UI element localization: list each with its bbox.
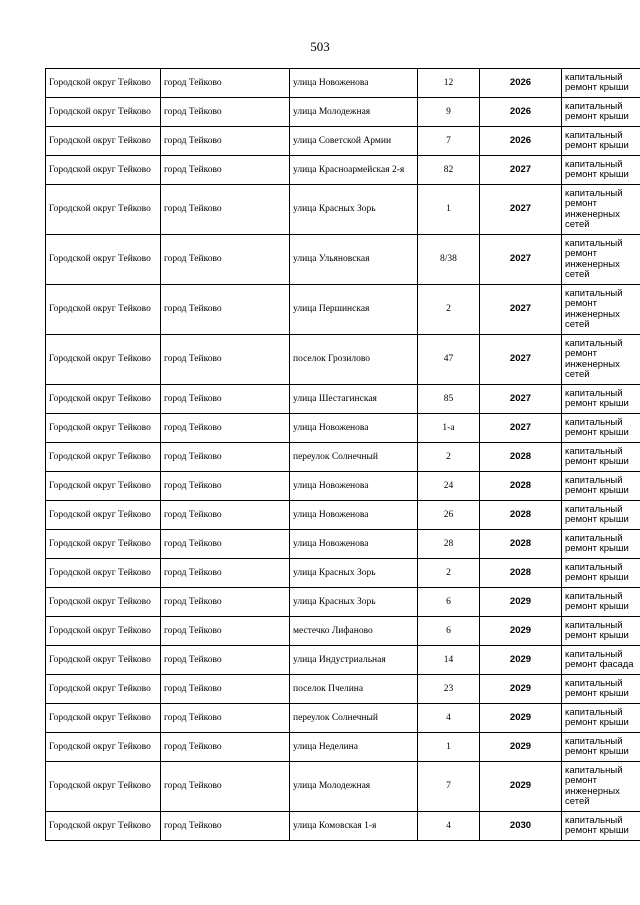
street-cell: улица Молодежная xyxy=(290,98,418,127)
street-cell: улица Красных Зорь xyxy=(290,588,418,617)
house-number-cell: 2 xyxy=(418,443,480,472)
year-cell: 2027 xyxy=(480,335,562,385)
municipality-cell: Городской округ Тейково xyxy=(46,385,161,414)
year-cell: 2028 xyxy=(480,501,562,530)
registry-table-body xyxy=(46,69,640,841)
work-type-cell: капитальный ремонт инженерных сетей xyxy=(562,285,640,335)
year-cell: 2026 xyxy=(480,127,562,156)
municipality-cell: Городской округ Тейково xyxy=(46,472,161,501)
work-type-cell: капитальный ремонт крыши xyxy=(562,675,640,704)
year-cell: 2030 xyxy=(480,812,562,841)
work-type-cell: капитальный ремонт крыши xyxy=(562,704,640,733)
table-row xyxy=(46,127,640,156)
year-cell: 2029 xyxy=(480,617,562,646)
work-type-cell: капитальный ремонт крыши xyxy=(562,69,640,98)
year-cell: 2029 xyxy=(480,646,562,675)
municipality-cell: Городской округ Тейково xyxy=(46,185,161,235)
registry-table xyxy=(45,68,640,841)
house-number-cell: 6 xyxy=(418,617,480,646)
municipality-cell: Городской округ Тейково xyxy=(46,675,161,704)
house-number-cell: 23 xyxy=(418,675,480,704)
table-row xyxy=(46,69,640,98)
table-row xyxy=(46,501,640,530)
street-cell: улица Новоженова xyxy=(290,501,418,530)
year-cell: 2027 xyxy=(480,185,562,235)
work-type-cell: капитальный ремонт крыши xyxy=(562,530,640,559)
year-cell: 2027 xyxy=(480,285,562,335)
house-number-cell: 6 xyxy=(418,588,480,617)
work-type-cell: капитальный ремонт крыши xyxy=(562,127,640,156)
city-cell: город Тейково xyxy=(161,704,290,733)
municipality-cell: Городской округ Тейково xyxy=(46,69,161,98)
table-row xyxy=(46,414,640,443)
city-cell: город Тейково xyxy=(161,559,290,588)
work-type-cell: капитальный ремонт инженерных сетей xyxy=(562,335,640,385)
street-cell: улица Красных Зорь xyxy=(290,559,418,588)
city-cell: город Тейково xyxy=(161,762,290,812)
city-cell: город Тейково xyxy=(161,530,290,559)
municipality-cell: Городской округ Тейково xyxy=(46,704,161,733)
year-cell: 2027 xyxy=(480,385,562,414)
house-number-cell: 8/38 xyxy=(418,235,480,285)
table-row xyxy=(46,704,640,733)
city-cell: город Тейково xyxy=(161,733,290,762)
year-cell: 2028 xyxy=(480,559,562,588)
house-number-cell: 1-а xyxy=(418,414,480,443)
street-cell: улица Неделина xyxy=(290,733,418,762)
street-cell: улица Новоженова xyxy=(290,472,418,501)
municipality-cell: Городской округ Тейково xyxy=(46,733,161,762)
table-row xyxy=(46,156,640,185)
street-cell: улица Советской Армии xyxy=(290,127,418,156)
table-row xyxy=(46,675,640,704)
house-number-cell: 2 xyxy=(418,559,480,588)
municipality-cell: Городской округ Тейково xyxy=(46,443,161,472)
table-row xyxy=(46,812,640,841)
municipality-cell: Городской округ Тейково xyxy=(46,501,161,530)
street-cell: улица Першинская xyxy=(290,285,418,335)
street-cell: улица Ульяновская xyxy=(290,235,418,285)
city-cell: город Тейково xyxy=(161,69,290,98)
table-row xyxy=(46,235,640,285)
municipality-cell: Городской округ Тейково xyxy=(46,812,161,841)
table-row xyxy=(46,762,640,812)
street-cell: улица Новоженова xyxy=(290,69,418,98)
municipality-cell: Городской округ Тейково xyxy=(46,235,161,285)
city-cell: город Тейково xyxy=(161,127,290,156)
municipality-cell: Городской округ Тейково xyxy=(46,559,161,588)
house-number-cell: 24 xyxy=(418,472,480,501)
street-cell: поселок Грозилово xyxy=(290,335,418,385)
municipality-cell: Городской округ Тейково xyxy=(46,335,161,385)
city-cell: город Тейково xyxy=(161,335,290,385)
work-type-cell: капитальный ремонт инженерных сетей xyxy=(562,235,640,285)
work-type-cell: капитальный ремонт инженерных сетей xyxy=(562,185,640,235)
municipality-cell: Городской округ Тейково xyxy=(46,617,161,646)
street-cell: улица Молодежная xyxy=(290,762,418,812)
city-cell: город Тейково xyxy=(161,156,290,185)
year-cell: 2027 xyxy=(480,156,562,185)
year-cell: 2026 xyxy=(480,98,562,127)
work-type-cell: капитальный ремонт крыши xyxy=(562,472,640,501)
city-cell: город Тейково xyxy=(161,472,290,501)
house-number-cell: 7 xyxy=(418,127,480,156)
city-cell: город Тейково xyxy=(161,443,290,472)
city-cell: город Тейково xyxy=(161,501,290,530)
year-cell: 2029 xyxy=(480,762,562,812)
municipality-cell: Городской округ Тейково xyxy=(46,530,161,559)
year-cell: 2028 xyxy=(480,472,562,501)
street-cell: улица Новоженова xyxy=(290,530,418,559)
house-number-cell: 47 xyxy=(418,335,480,385)
house-number-cell: 7 xyxy=(418,762,480,812)
city-cell: город Тейково xyxy=(161,98,290,127)
table-row xyxy=(46,588,640,617)
table-row xyxy=(46,443,640,472)
work-type-cell: капитальный ремонт крыши xyxy=(562,733,640,762)
year-cell: 2028 xyxy=(480,443,562,472)
work-type-cell: капитальный ремонт крыши xyxy=(562,385,640,414)
city-cell: город Тейково xyxy=(161,285,290,335)
work-type-cell: капитальный ремонт инженерных сетей xyxy=(562,762,640,812)
municipality-cell: Городской округ Тейково xyxy=(46,285,161,335)
page-number: 503 xyxy=(310,39,330,54)
table-row xyxy=(46,285,640,335)
city-cell: город Тейково xyxy=(161,617,290,646)
house-number-cell: 2 xyxy=(418,285,480,335)
house-number-cell: 9 xyxy=(418,98,480,127)
municipality-cell: Городской округ Тейково xyxy=(46,98,161,127)
table-row xyxy=(46,98,640,127)
house-number-cell: 1 xyxy=(418,733,480,762)
year-cell: 2029 xyxy=(480,675,562,704)
city-cell: город Тейково xyxy=(161,812,290,841)
work-type-cell: капитальный ремонт крыши xyxy=(562,812,640,841)
house-number-cell: 85 xyxy=(418,385,480,414)
table-row xyxy=(46,617,640,646)
year-cell: 2026 xyxy=(480,69,562,98)
house-number-cell: 14 xyxy=(418,646,480,675)
street-cell: улица Комовская 1-я xyxy=(290,812,418,841)
table-row xyxy=(46,646,640,675)
city-cell: город Тейково xyxy=(161,185,290,235)
street-cell: переулок Солнечный xyxy=(290,443,418,472)
work-type-cell: капитальный ремонт крыши xyxy=(562,501,640,530)
table-row xyxy=(46,185,640,235)
municipality-cell: Городской округ Тейково xyxy=(46,127,161,156)
municipality-cell: Городской округ Тейково xyxy=(46,156,161,185)
work-type-cell: капитальный ремонт крыши xyxy=(562,559,640,588)
municipality-cell: Городской округ Тейково xyxy=(46,646,161,675)
work-type-cell: капитальный ремонт крыши xyxy=(562,588,640,617)
city-cell: город Тейково xyxy=(161,235,290,285)
city-cell: город Тейково xyxy=(161,588,290,617)
table-row xyxy=(46,472,640,501)
work-type-cell: капитальный ремонт крыши xyxy=(562,414,640,443)
table-row xyxy=(46,385,640,414)
table-row xyxy=(46,530,640,559)
house-number-cell: 82 xyxy=(418,156,480,185)
year-cell: 2029 xyxy=(480,704,562,733)
city-cell: город Тейково xyxy=(161,385,290,414)
year-cell: 2027 xyxy=(480,414,562,443)
city-cell: город Тейково xyxy=(161,414,290,443)
house-number-cell: 12 xyxy=(418,69,480,98)
street-cell: улица Красных Зорь xyxy=(290,185,418,235)
house-number-cell: 26 xyxy=(418,501,480,530)
municipality-cell: Городской округ Тейково xyxy=(46,414,161,443)
work-type-cell: капитальный ремонт фасада xyxy=(562,646,640,675)
table-row xyxy=(46,335,640,385)
year-cell: 2029 xyxy=(480,733,562,762)
house-number-cell: 4 xyxy=(418,812,480,841)
city-cell: город Тейково xyxy=(161,675,290,704)
street-cell: улица Красноармейская 2-я xyxy=(290,156,418,185)
work-type-cell: капитальный ремонт крыши xyxy=(562,156,640,185)
table-row xyxy=(46,733,640,762)
year-cell: 2028 xyxy=(480,530,562,559)
street-cell: переулок Солнечный xyxy=(290,704,418,733)
year-cell: 2027 xyxy=(480,235,562,285)
street-cell: улица Индустриальная xyxy=(290,646,418,675)
municipality-cell: Городской округ Тейково xyxy=(46,762,161,812)
work-type-cell: капитальный ремонт крыши xyxy=(562,98,640,127)
street-cell: местечко Лифаново xyxy=(290,617,418,646)
year-cell: 2029 xyxy=(480,588,562,617)
street-cell: поселок Пчелина xyxy=(290,675,418,704)
work-type-cell: капитальный ремонт крыши xyxy=(562,443,640,472)
street-cell: улица Новоженова xyxy=(290,414,418,443)
city-cell: город Тейково xyxy=(161,646,290,675)
house-number-cell: 1 xyxy=(418,185,480,235)
street-cell: улица Шестагинская xyxy=(290,385,418,414)
table-row xyxy=(46,559,640,588)
municipality-cell: Городской округ Тейково xyxy=(46,588,161,617)
house-number-cell: 28 xyxy=(418,530,480,559)
work-type-cell: капитальный ремонт крыши xyxy=(562,617,640,646)
house-number-cell: 4 xyxy=(418,704,480,733)
